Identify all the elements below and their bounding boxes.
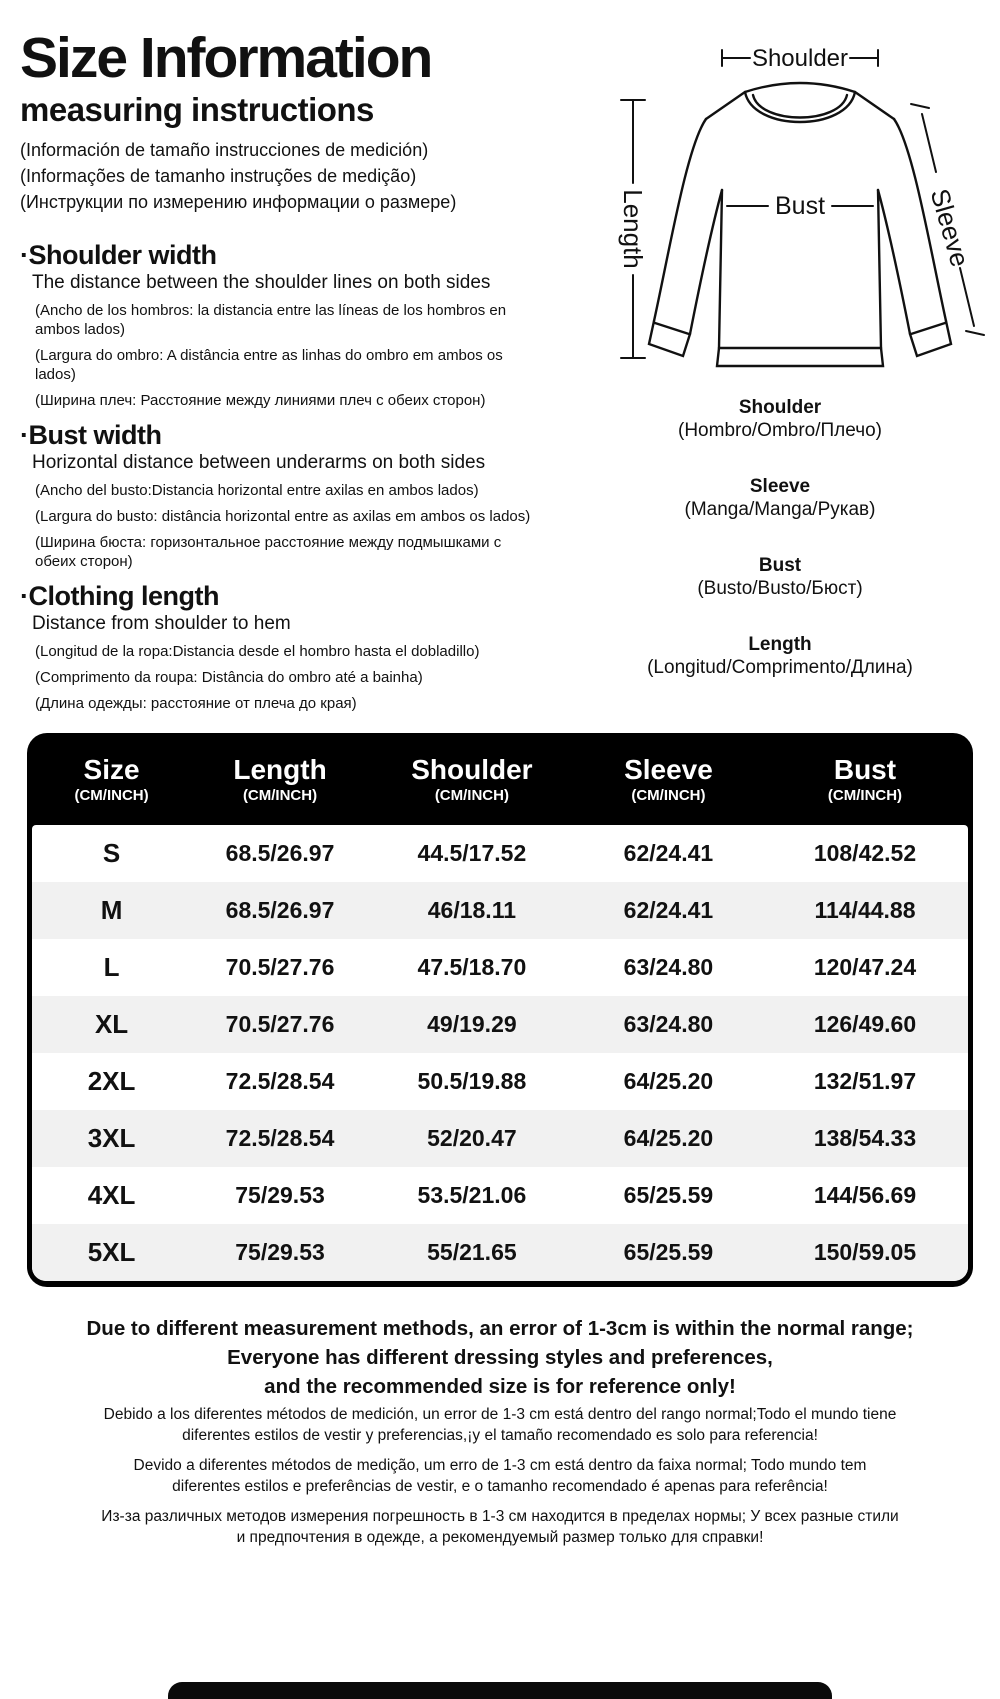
- page-title: Size Information: [20, 26, 432, 90]
- diagram-length-label: Length: [618, 189, 648, 269]
- bust-cell: 126/49.60: [813, 1011, 917, 1037]
- length-cell: 68.5/26.97: [225, 840, 335, 866]
- notice-line: Due to different measurement methods, an error of 1-3cm is within the normal range;: [86, 1317, 914, 1340]
- size-cell: 5XL: [87, 1237, 136, 1267]
- table-row-2xl: [32, 1053, 968, 1110]
- legend-item-sleeve: [560, 475, 1000, 522]
- bust-cell: 144/56.69: [813, 1182, 917, 1208]
- notice-translation-es: [0, 1404, 1000, 1446]
- diagram-shoulder-label: Shoulder: [751, 45, 849, 72]
- notice-translation-pt: [0, 1455, 1000, 1497]
- size-table: [27, 733, 973, 1287]
- table-row-l: [32, 939, 968, 996]
- length-cell: 72.5/28.54: [225, 1068, 335, 1094]
- column-unit: (CM/INCH): [74, 786, 149, 804]
- table-row-m: [32, 882, 968, 939]
- bust-cell: 138/54.33: [813, 1125, 917, 1151]
- sweater-outline: [649, 83, 951, 366]
- page-header: [20, 26, 560, 215]
- section-translation-pt: (Comprimento da roupa: Distância do ombro até a bainha): [35, 669, 423, 686]
- length-cell: 72.5/28.54: [225, 1125, 335, 1151]
- column-label: Shoulder: [411, 753, 533, 785]
- section-translation-ru: (Ширина бюста: горизонтальное расстояние между подмышками с обеих сторон): [35, 534, 502, 570]
- bust-cell: 120/47.24: [813, 954, 917, 980]
- measuring-sections: [20, 240, 540, 723]
- section-translations: [20, 481, 540, 571]
- title-translation-pt: (Informações de tamanho instruções de medição): [20, 166, 417, 186]
- table-row-4xl: [32, 1167, 968, 1224]
- section-translation-pt: (Largura do busto: distância horizontal entre as axilas em ambos os lados): [35, 508, 531, 525]
- diagram-sleeve-label: Sleeve: [924, 185, 976, 271]
- section-description: Distance from shoulder to hem: [32, 613, 291, 634]
- page-subtitle: measuring instructions: [20, 91, 374, 128]
- section-bust-width: [20, 420, 540, 571]
- column-header-bust: [762, 754, 968, 805]
- measurement-legend: [560, 396, 1000, 712]
- column-header-shoulder: [369, 754, 575, 805]
- table-row-xl: [32, 996, 968, 1053]
- column-unit: (CM/INCH): [827, 786, 903, 804]
- section-translations: [20, 301, 540, 410]
- size-table-header: [32, 733, 968, 825]
- sleeve-cell: 64/25.20: [623, 1125, 714, 1151]
- column-header-size: [32, 754, 191, 805]
- length-cell: 70.5/27.76: [225, 954, 335, 980]
- legend-item-bust: [560, 554, 1000, 601]
- legend-term: Shoulder: [738, 397, 822, 418]
- length-cell: 75/29.53: [235, 1182, 325, 1208]
- section-translation-ru: (Ширина плеч: Расстояние между линиями плеч с обеих сторон): [35, 392, 486, 409]
- size-cell: M: [100, 895, 123, 925]
- sleeve-cell: 64/25.20: [623, 1068, 714, 1094]
- column-label: Length: [233, 753, 327, 785]
- legend-translation: (Busto/Busto/Бюст): [697, 578, 863, 599]
- section-translations: [20, 642, 540, 713]
- sleeve-cell: 62/24.41: [623, 897, 714, 923]
- sleeve-cell: 65/25.59: [623, 1182, 714, 1208]
- shoulder-cell: 44.5/17.52: [417, 840, 527, 866]
- section-shoulder-width: [20, 240, 540, 410]
- table-row-3xl: [32, 1110, 968, 1167]
- sweater-diagram: [555, 28, 1000, 378]
- size-cell: 3XL: [87, 1123, 136, 1153]
- section-clothing-length: [20, 581, 540, 713]
- length-cell: 70.5/27.76: [225, 1011, 335, 1037]
- length-cell: 75/29.53: [235, 1239, 325, 1265]
- notice-line: Everyone has different dressing styles and preferences,: [227, 1346, 773, 1369]
- size-cell: S: [102, 838, 121, 868]
- notice-translation-ru: [0, 1506, 1000, 1548]
- section-translation-pt: (Largura do ombro: A distância entre as linhas do ombro em ambos os lados): [35, 347, 503, 383]
- diagram-bust-label: Bust: [774, 192, 826, 220]
- notice-line: and the recommended size is for reference only!: [264, 1375, 736, 1398]
- title-translation-es: (Información de tamaño instrucciones de medición): [20, 140, 429, 160]
- section-translation-es: (Ancho del busto:Distancia horizontal entre axilas en ambos lados): [35, 482, 479, 499]
- column-unit: (CM/INCH): [434, 786, 509, 804]
- notice-translation-line: Debido a los diferentes métodos de medición, un error de 1-3 cm está dentro del rango normal;Todo el mundo tiene: [103, 1406, 897, 1423]
- section-translation-es: (Ancho de los hombros: la distancia entre las líneas de los hombros en ambos lados): [35, 302, 507, 338]
- notice-translation-line: Devido a diferentes métodos de medição, um erro de 1-3 cm está dentro da faixa normal; Todo mundo tem: [133, 1457, 867, 1474]
- bust-cell: 114/44.88: [814, 897, 916, 923]
- section-title: ·Bust width: [20, 420, 162, 450]
- section-description: Horizontal distance between underarms on both sides: [32, 452, 486, 473]
- title-translations: [20, 137, 560, 215]
- section-title: ·Clothing length: [20, 581, 219, 611]
- notice-translation-line: и предпочтения в одежде, а рекомендуемый размер только для справки!: [236, 1529, 764, 1546]
- legend-term: Sleeve: [749, 476, 811, 497]
- legend-item-shoulder: [560, 396, 1000, 443]
- column-header-sleeve: [575, 754, 762, 805]
- section-description: The distance between the shoulder lines on both sides: [32, 272, 491, 293]
- shoulder-cell: 53.5/21.06: [417, 1182, 527, 1208]
- size-cell: L: [103, 952, 120, 982]
- title-translation-ru: (Инструкции по измерению информации о размере): [20, 192, 457, 212]
- column-unit: (CM/INCH): [242, 786, 318, 804]
- shoulder-cell: 46/18.11: [427, 897, 517, 923]
- column-header-length: [191, 754, 369, 805]
- size-cell: XL: [94, 1009, 129, 1039]
- legend-item-length: [560, 633, 1000, 680]
- shoulder-cell: 55/21.65: [427, 1239, 517, 1265]
- column-unit: (CM/INCH): [631, 786, 706, 804]
- table-row-s: [32, 825, 968, 882]
- shoulder-cell: 49/19.29: [427, 1011, 517, 1037]
- notice-translation-line: diferentes estilos de vestir y preferencias,¡y el tamaño recomendado es solo para referencia!: [182, 1427, 818, 1444]
- bust-cell: 108/42.52: [813, 840, 917, 866]
- size-cell: 2XL: [87, 1066, 136, 1096]
- bust-cell: 132/51.97: [813, 1068, 917, 1094]
- legend-term: Length: [748, 634, 812, 655]
- notice-translation-line: diferentes estilos e preferências de vestir, e o tamanho recomendado é apenas para referência!: [172, 1478, 828, 1495]
- measurement-notice: [0, 1314, 1000, 1401]
- column-label: Bust: [833, 753, 897, 785]
- size-cell: 4XL: [87, 1180, 136, 1210]
- sleeve-cell: 62/24.41: [623, 840, 714, 866]
- shoulder-cell: 52/20.47: [427, 1125, 517, 1151]
- section-translation-ru: (Длина одежды: расстояние от плеча до края): [35, 695, 357, 712]
- next-section-partial-bar: [168, 1682, 832, 1699]
- size-table-body: [32, 825, 968, 1281]
- legend-translation: (Manga/Manga/Рукав): [684, 499, 876, 520]
- notice-translations: [0, 1404, 1000, 1557]
- legend-translation: (Longitud/Comprimento/Длина): [647, 657, 913, 678]
- sleeve-cell: 63/24.80: [623, 1011, 714, 1037]
- shoulder-cell: 50.5/19.88: [417, 1068, 527, 1094]
- notice-translation-line: Из-за различных методов измерения погрешность в 1-3 см находится в пределах нормы; У всех разные стили: [101, 1508, 899, 1525]
- table-row-5xl: [32, 1224, 968, 1281]
- sleeve-cell: 65/25.59: [623, 1239, 714, 1265]
- section-title: ·Shoulder width: [20, 240, 217, 270]
- column-label: Sleeve: [624, 753, 713, 785]
- legend-term: Bust: [758, 555, 802, 576]
- sleeve-cell: 63/24.80: [623, 954, 714, 980]
- shoulder-cell: 47.5/18.70: [417, 954, 527, 980]
- legend-translation: (Hombro/Ombro/Плечо): [678, 420, 882, 441]
- section-translation-es: (Longitud de la ropa:Distancia desde el hombro hasta el dobladillo): [35, 643, 480, 660]
- length-cell: 68.5/26.97: [225, 897, 335, 923]
- column-label: Size: [83, 753, 140, 785]
- bust-cell: 150/59.05: [813, 1239, 917, 1265]
